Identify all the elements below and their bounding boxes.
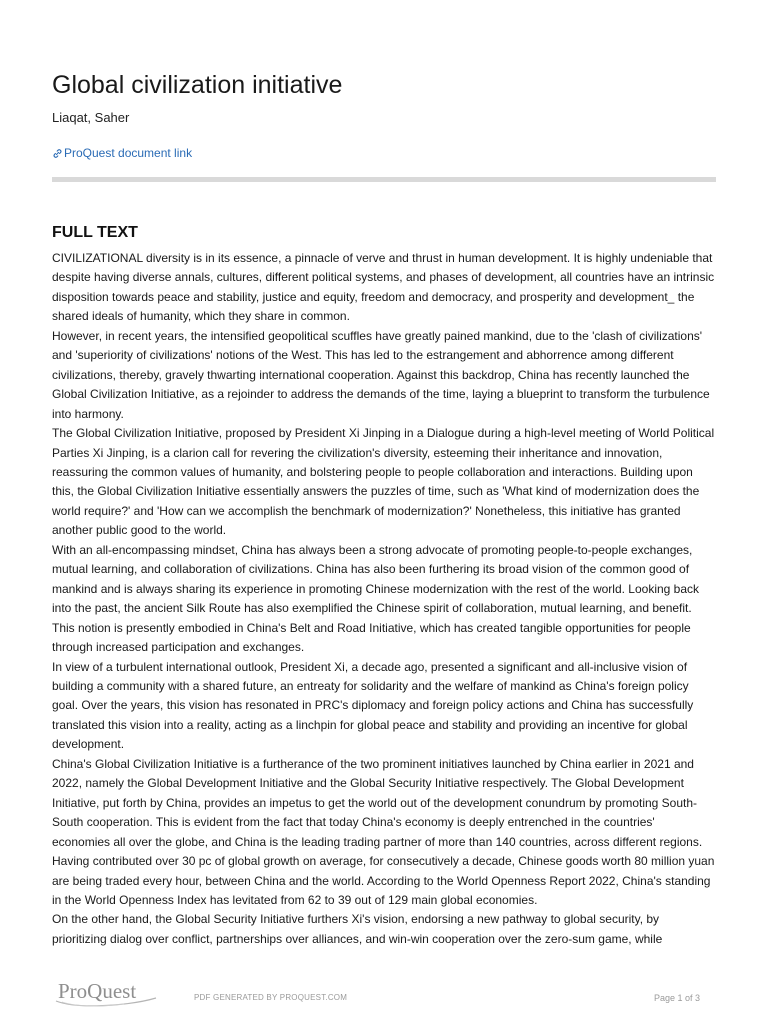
paragraph: On the other hand, the Global Security Initiative furthers Xi's vision, endorsing a new pathway to global security, by prioritizing dialog over conflict, partnerships over alliances, and win-win cooperation over the zero-sum game, while bbox=[52, 912, 663, 946]
header-divider bbox=[52, 177, 716, 182]
proquest-logo bbox=[54, 978, 158, 1008]
full-text-body bbox=[52, 249, 716, 949]
document-author: Liaqat, Saher bbox=[52, 110, 130, 125]
link-icon bbox=[52, 148, 63, 159]
paragraph: With an all-encompassing mindset, China has always been a strong advocate of promoting people-to-people exchanges, mutual learning, and collaboration of civilizations. China has also been furthering its broad vision of the common good of mankind and is always sharing its experience in promoting Chinese modernization with the rest of the world. Looking back into the past, the ancient Silk Route has also exemplified the Chinese spirit of collaboration, mutual learning, and benefit. This notion is presently embodied in China's Belt and Road Initiative, which has created tangible opportunities for people through increased participation and exchanges. bbox=[52, 542, 700, 655]
page-footer bbox=[0, 978, 768, 1024]
paragraph: However, in recent years, the intensified geopolitical scuffles have greatly pained mankind, due to the 'clash of civilizations' and 'superiority of civilizations' notions of the West. This has led to the estrangement and abhorrence among different civilizations, thereby, gravely thwarting international cooperation. Against this backdrop, China has recently launched the Global Civilization Initiative, as a rejoinder to address the demands of the time, laying a blueprint to transform the turbulence into harmony. bbox=[52, 328, 710, 421]
paragraph: In view of a turbulent international outlook, President Xi, a decade ago, presented a significant and all-inclusive vision of building a community with a shared future, an entreaty for solidarity and the welfare of mankind as China's foreign policy goal. Over the years, this vision has resonated in PRC's diplomacy and foreign policy actions and China has successfully translated this vision into a reality, acting as a linchpin for global peace and stability and providing an incentive for global development. bbox=[52, 659, 694, 752]
paragraph: CIVILIZATIONAL diversity is in its essence, a pinnacle of verve and thrust in human development. It is highly undeniable that despite having diverse annals, cultures, different political systems, and phases of development, all countries have an intrinsic disposition towards peace and stability, justice and equity, freedom and democracy, and prosperity and development_ the shared ideals of humanity, which they share in common. bbox=[52, 251, 715, 324]
proquest-document-link-label: ProQuest document link bbox=[64, 146, 193, 160]
pdf-generated-label: PDF GENERATED BY PROQUEST.COM bbox=[194, 993, 348, 1002]
paragraph: The Global Civilization Initiative, proposed by President Xi Jinping in a Dialogue during a high-level meeting of World Political Parties Xi Jinping, is a clarion call for revering the civilization's diversity, esteeming their inheritance and innovation, reassuring the common values of humanity, and bolstering people to people collaboration and interactions. Building upon this, the Global Civilization Initiative essentially answers the puzzles of time, such as 'What kind of modernization does the world require?' and 'How can we accomplish the benchmark of modernization?' Nonetheless, this initiative has granted another public good to the world. bbox=[52, 426, 715, 538]
proquest-document-link[interactable] bbox=[52, 146, 192, 160]
full-text-heading: FULL TEXT bbox=[52, 224, 138, 241]
paragraph: China's Global Civilization Initiative is a furtherance of the two prominent initiatives launched by China earlier in 2021 and 2022, namely the Global Development Initiative and the Global Security Initiative respectively. The Global Development Initiative, put forth by China, provides an impetus to get the world out of the development conundrum by promoting South-South cooperation. This is evident from the fact that today China's economy is deeply entrenched in the countries' economies all over the globe, and China is the leading trading partner of more than 140 countries, across different regions. Having contributed over 30 pc of global growth on average, for consecutively a decade, Chinese goods worth 80 million yuan are being traded every hour, between China and the world. According to the World Openness Report 2022, China's standing in the World Openness Index has levitated from 62 to 39 out of 129 main global economies. bbox=[52, 756, 715, 907]
proquest-logo-text: ProQuest bbox=[58, 979, 137, 1003]
page-number: Page 1 of 3 bbox=[654, 993, 701, 1003]
document-title: Global civilization initiative bbox=[52, 71, 343, 99]
